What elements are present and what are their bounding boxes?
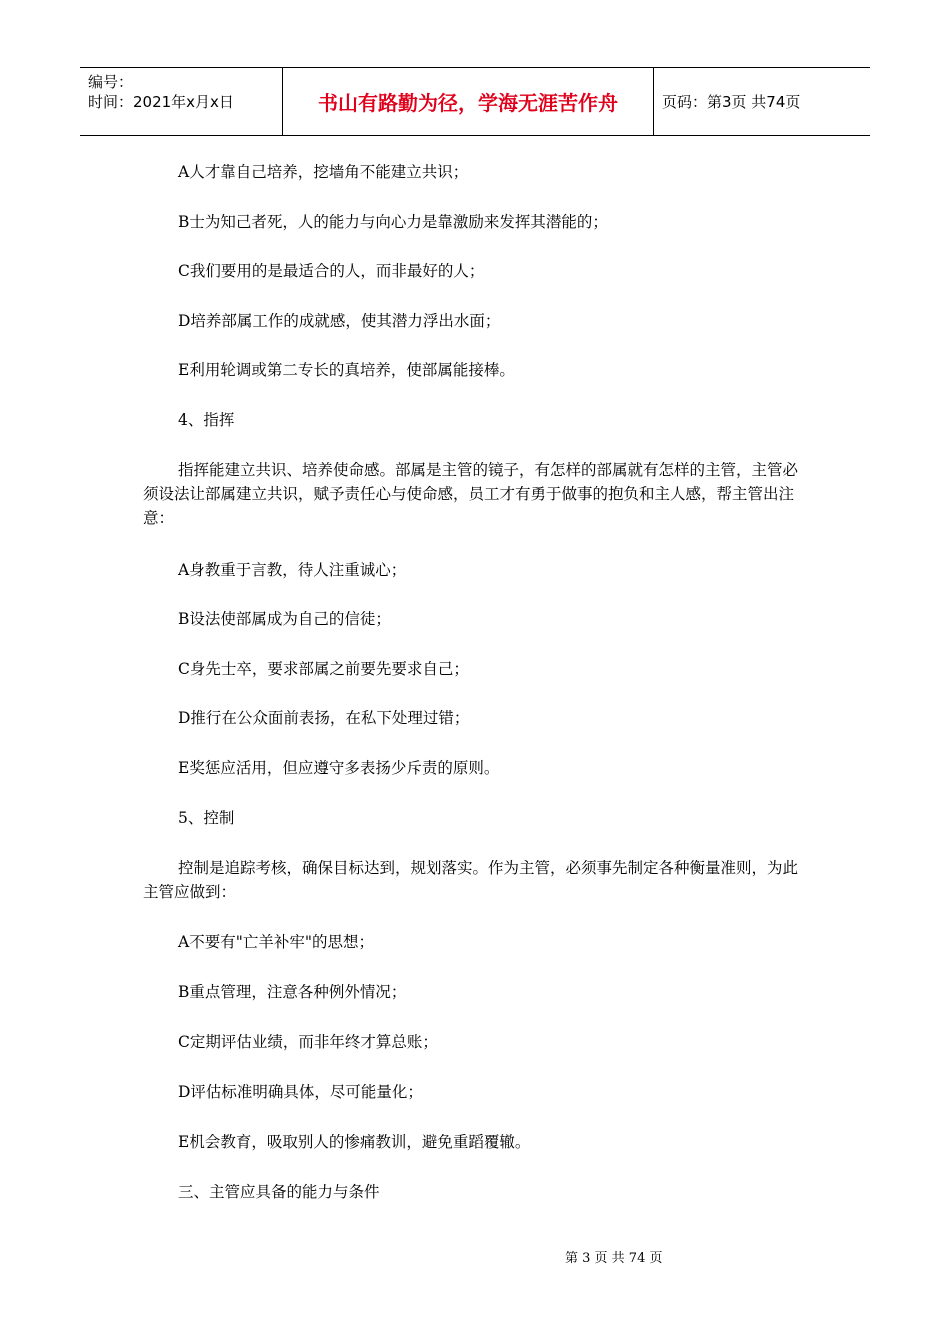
list-item: B士为知己者死，人的能力与向心力是靠激励来发挥其潜能的； xyxy=(178,213,608,231)
list-item: A不要有"亡羊补牢"的思想； xyxy=(178,933,374,951)
list-item: D评估标准明确具体，尽可能量化； xyxy=(178,1083,423,1101)
list-item: E奖惩应活用，但应遵守多表扬少斥责的原则。 xyxy=(178,759,500,777)
list-item: A人才靠自己培养，挖墙角不能建立共识； xyxy=(178,163,469,181)
page-number: 第 3 页 共 74 页 xyxy=(565,1251,663,1266)
list-item: D培养部属工作的成就感，使其潜力浮出水面； xyxy=(178,312,501,330)
header-meta xyxy=(80,68,282,135)
list-item: B重点管理，注意各种例外情况； xyxy=(178,983,407,1001)
list-item: E利用轮调或第二专长的真培养，使部属能接棒。 xyxy=(178,361,515,379)
page-header xyxy=(80,67,870,136)
header-motto: 书山有路勤为径，学海无涯苦作舟 xyxy=(282,68,654,135)
paragraph: 控制是追踪考核，确保目标达到，规划落实。作为主管，必须事先制定各种衡量准则，为此主管应做到： xyxy=(143,859,799,901)
paragraph: 指挥能建立共识、培养使命感。部属是主管的镜子，有怎样的部属就有怎样的主管，主管必须设法让部属建立共识，赋予责任心与使命感，员工才有勇于做事的抱负和主人感，帮主管出注意： xyxy=(143,461,799,527)
list-item: C定期评估业绩，而非年终才算总账； xyxy=(178,1033,438,1051)
section-heading: 三、主管应具备的能力与条件 xyxy=(178,1183,380,1201)
list-item: E机会教育，吸取别人的惨痛教训，避免重蹈覆辙。 xyxy=(178,1133,531,1151)
section-heading: 5、控制 xyxy=(178,809,235,827)
header-page-info: 页码：第3页 共74页 xyxy=(662,93,801,111)
list-item: B设法使部属成为自己的信徒； xyxy=(178,610,391,628)
list-item: A身教重于言教，待人注重诚心； xyxy=(178,561,407,579)
date-label: 时间：2021年x月x日 xyxy=(88,93,234,111)
list-item: C身先士卒，要求部属之前要先要求自己； xyxy=(178,660,469,678)
section-heading: 4、指挥 xyxy=(178,411,235,429)
list-item: C我们要用的是最适合的人，而非最好的人； xyxy=(178,262,485,280)
list-item: D推行在公众面前表扬，在私下处理过错； xyxy=(178,709,470,727)
number-label: 编号： xyxy=(88,73,134,91)
page-footer xyxy=(0,1247,950,1266)
